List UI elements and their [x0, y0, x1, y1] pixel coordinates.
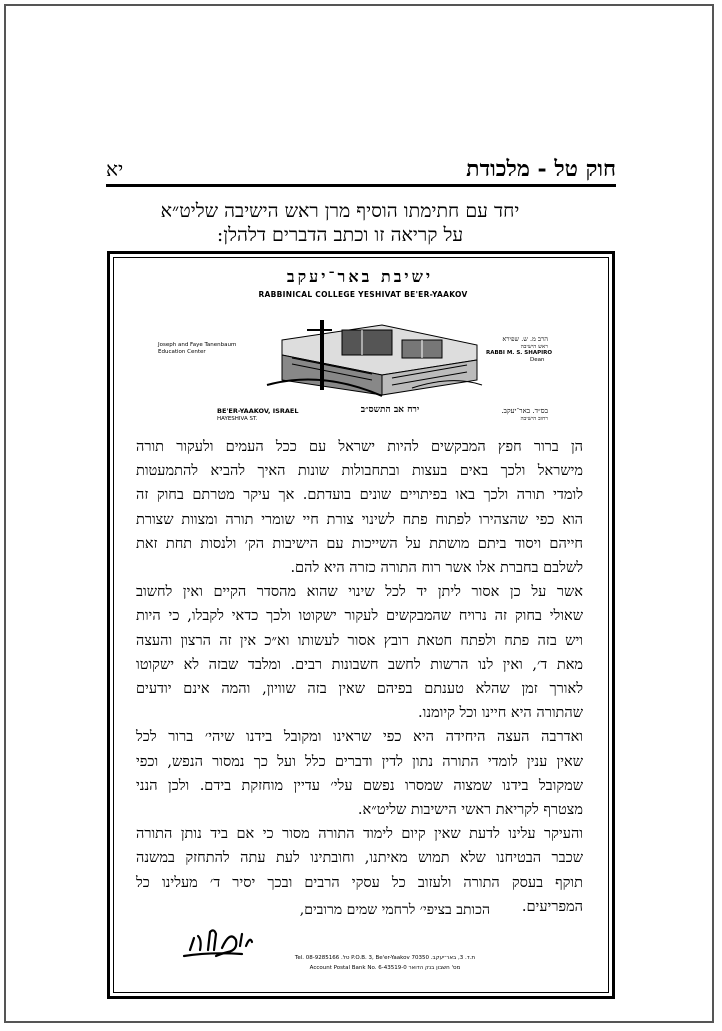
body-line: שהתורה היא חיינו וכל קיומנו.	[418, 705, 583, 722]
footer-bank: Account Postal Bank No. 6-43519-0 מס' חשבון בנק הדואר	[309, 965, 461, 971]
letterhead-name-hebrew: ישיבת באר־יעקב	[286, 267, 434, 286]
header-title: חוק טל - מלכודת	[466, 156, 616, 182]
body-line: מצטרף לקריאת ראשי הישיבות שליט״א.	[357, 802, 583, 819]
body-line: לשלבם בחברת אלו אשר רוח התורה כזרה היא להם.	[290, 560, 583, 577]
body-line: ואדרבה העצה היחידה היא כפי שראינו ומקובל בידנו שיהי׳ ברור לכל	[136, 729, 583, 746]
address-hebrew: בס״ד. באר־יעקב.	[501, 407, 548, 415]
body-line: חייהם ויסוד ביתם מושתת על השייכות עם הישיבות הק׳ ולנסות תחת זאת	[136, 535, 583, 552]
education-center-line: Joseph and Faye Tanenbaum	[158, 342, 237, 348]
body-line: והעיקר עלינו לדעת שאין קיום לימוד התורה מסור כי אם ביד נותן התורה	[136, 826, 583, 843]
body-line: הוא כפי שהצהירו לפתוח פתח לשינוי צורת חיי שומרי תורה ומצוות שצורת	[136, 511, 583, 528]
dean-name-hebrew: הרב מ. ש. שפירא	[502, 335, 548, 343]
dean-title-hebrew: ראש הישיבה	[520, 344, 548, 350]
yeshiva-building-drawing	[262, 300, 487, 400]
body-line: לאורך זמן שהלא טענתם בפיהם שאין בזה שוויון, והמה אינם יודעים	[136, 681, 583, 698]
running-header	[106, 156, 616, 182]
letter-body	[136, 435, 583, 919]
street-english: HAYESHIVA ST.	[217, 416, 258, 422]
body-line: ויש בזה פתח ולפתח חטאת רובץ אסור לעשותו וא״כ אין זה הרצון והעצה	[136, 632, 583, 649]
intro-line: יחד עם חתימתו הוסיף מרן ראש הישיבה שליט״א	[160, 200, 520, 222]
body-line: שכבר הבטיחנו שלא תמוש מאיתנו, וחובתינו לעת עתה להתחזק במשנה	[136, 850, 583, 867]
body-line: שאין ענין לומדי התורה נתון לדין ודברים כלל ועל כך נמסור הנפש, וכפי	[136, 753, 583, 770]
address-english: BE'ER-YAAKOV, ISRAEL	[217, 407, 299, 415]
body-line: הן ברור חפץ המבקשים להיות ישראל עם ככל העמים ולעקור תורה	[136, 439, 583, 455]
body-line: לומדי תורה ולכך באו בפיתויים שונים בועדתם. אך עיקר מטרתם בחוק זה	[136, 487, 583, 504]
body-line: תוקף בעסק התורה ולעזוב כל עסקי הרבים ובכך יסיר ד׳ מעלינו כל	[136, 874, 583, 891]
dean-title-english: Dean	[530, 357, 545, 363]
intro-line: על קריאה זו וכתב הדברים דלהלן:	[216, 224, 464, 246]
letterhead-name-english: RABBINICAL COLLEGE YESHIVAT BE'ER-YAAKOV	[258, 290, 468, 299]
body-line: שאולי בחוק זה נרויח שהמבקשים לעקור ישקוטו ולכך כדאי לקבלו, כי היות	[136, 608, 583, 625]
education-center-line: Education Center	[158, 349, 206, 355]
closing-line: הכותב בציפי׳ לרחמי שמים מרובים,	[299, 902, 490, 918]
intro-text	[160, 199, 520, 247]
header-rule	[106, 184, 616, 187]
body-line: שמקובל בידנו שמצוה שמסרו נפשם עלי׳ עדיין מוחזקת בידם. ולכן הנני	[136, 777, 583, 794]
dean-name-english: RABBI M. S. SHAPIRO	[486, 350, 553, 356]
street-hebrew: רחוב הישיבה	[520, 416, 548, 422]
letter-date: ירח אב התשס״ב	[360, 405, 420, 415]
page-number: יא	[106, 157, 124, 181]
handwritten-signature	[180, 920, 260, 960]
body-line: מישראל ולכך באים בעצות ובתחבולות שונות האיך להביא להתמעטות	[136, 463, 583, 480]
body-line: אשר על כן אסור ליתן יד לכל שינוי שהוא מהסדר הקיים ואין לחשוב	[136, 584, 583, 601]
body-line: המפריעים.	[521, 898, 583, 915]
body-line: מאת ד׳, ואין לנו הרשות לחשב חשבונות רבים. ומלבד שבזה לא ישקוטו	[136, 656, 583, 673]
footer-contact: Tel. 08-9285166 .טל P.O.B. 3, Be'er-Yaakov 70350 .ת.ד. 3, באר־יעקב	[294, 955, 476, 961]
